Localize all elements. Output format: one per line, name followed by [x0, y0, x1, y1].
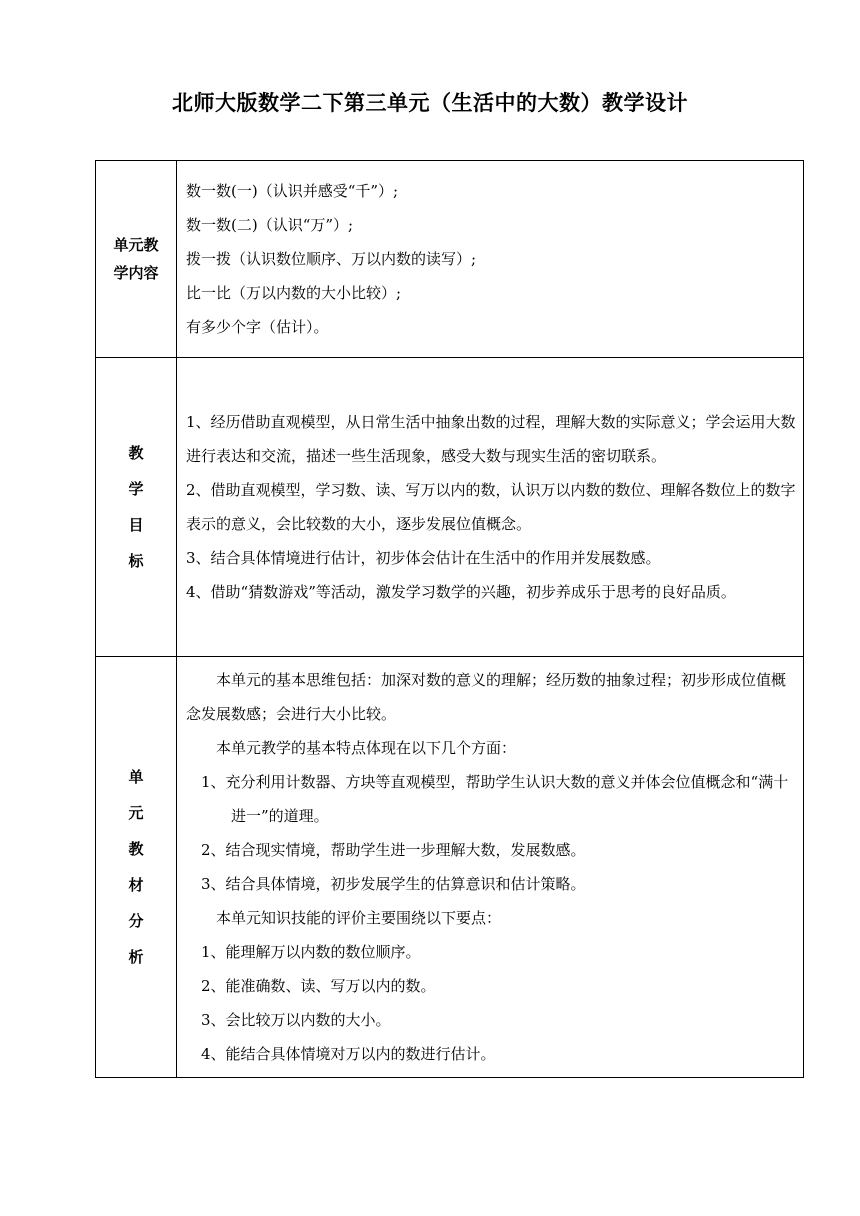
- feature-item: 2、结合现实情境，帮助学生进一步理解大数，发展数感。: [201, 841, 586, 859]
- row-label-line: 标: [128, 552, 144, 570]
- content-line: 数一数(二)（认识“万”）;: [186, 216, 354, 234]
- row-label-line: 元: [128, 804, 144, 822]
- row-label-line: 目: [128, 516, 144, 534]
- row-label-line: 材: [128, 876, 144, 894]
- goal-item: 3、结合具体情境进行估计，初步体会估计在生活中的作用并发展数感。: [186, 549, 661, 567]
- goal-item: 2、借助直观模型，学习数、读、写万以内的数，认识万以内数的数位、理解各数位上的数字表示的意义，会比较数的大小，逐步发展位值概念。: [186, 481, 796, 533]
- row-label-line: 分: [128, 912, 144, 930]
- evaluation-point: 1、能理解万以内数的数位顺序。: [201, 943, 421, 961]
- table-row-unit-content: [96, 161, 804, 358]
- content-line: 比一比（万以内数的大小比较）;: [186, 284, 402, 302]
- row-label-teaching-goals: [96, 358, 177, 657]
- content-line: 数一数(一)（认识并感受“千”）;: [186, 182, 399, 200]
- goal-item: 1、经历借助直观模型，从日常生活中抽象出数的过程，理解大数的实际意义；学会运用大数进行表达和交流，描述一些生活现象，感受大数与现实生活的密切联系。: [186, 413, 796, 465]
- content-line: 有多少个字（估计）。: [186, 318, 329, 336]
- feature-item: 1、充分利用计数器、方块等直观模型，帮助学生认识大数的意义并体会位值概念和“满十进一”的道理。: [201, 773, 789, 825]
- goal-item: 4、借助“猜数游戏”等活动，激发学习数学的兴趣，初步养成乐于思考的良好品质。: [186, 583, 736, 601]
- row-label-line: 教: [128, 444, 144, 462]
- content-line: 拨一拨（认识数位顺序、万以内数的读写）;: [186, 250, 477, 268]
- row-label-line: 单: [128, 768, 144, 786]
- evaluation-point: 4、能结合具体情境对万以内的数进行估计。: [201, 1045, 496, 1063]
- row-label-unit-content: [96, 161, 177, 358]
- row-label-line: 学内容: [113, 264, 159, 282]
- analysis-paragraph: 本单元知识技能的评价主要围绕以下要点：: [216, 909, 502, 927]
- row-content-material-analysis: [177, 657, 804, 1078]
- row-label-line: 教: [128, 840, 144, 858]
- table-row-material-analysis: [96, 657, 804, 1078]
- row-label-material-analysis: [96, 657, 177, 1078]
- table-row-teaching-goals: [96, 358, 804, 657]
- analysis-paragraph: 本单元的基本思维包括：加深对数的意义的理解；经历数的抽象过程；初步形成位值概念发展数感；会进行大小比较。: [186, 671, 787, 723]
- row-label-line: 学: [128, 480, 144, 498]
- design-table: [95, 160, 804, 1078]
- row-label-line: 单元教: [113, 236, 159, 254]
- feature-item: 3、结合具体情境，初步发展学生的估算意识和估计策略。: [201, 875, 586, 893]
- evaluation-point: 2、能准确数、读、写万以内的数。: [201, 977, 436, 995]
- row-label-line: 析: [128, 948, 144, 966]
- page-title: 北师大版数学二下第三单元（生活中的大数）教学设计: [172, 91, 688, 115]
- analysis-paragraph: 本单元教学的基本特点体现在以下几个方面：: [216, 739, 517, 757]
- evaluation-point: 3、会比较万以内数的大小。: [201, 1011, 391, 1029]
- row-content-unit-content: [177, 161, 804, 358]
- row-content-teaching-goals: [177, 358, 804, 657]
